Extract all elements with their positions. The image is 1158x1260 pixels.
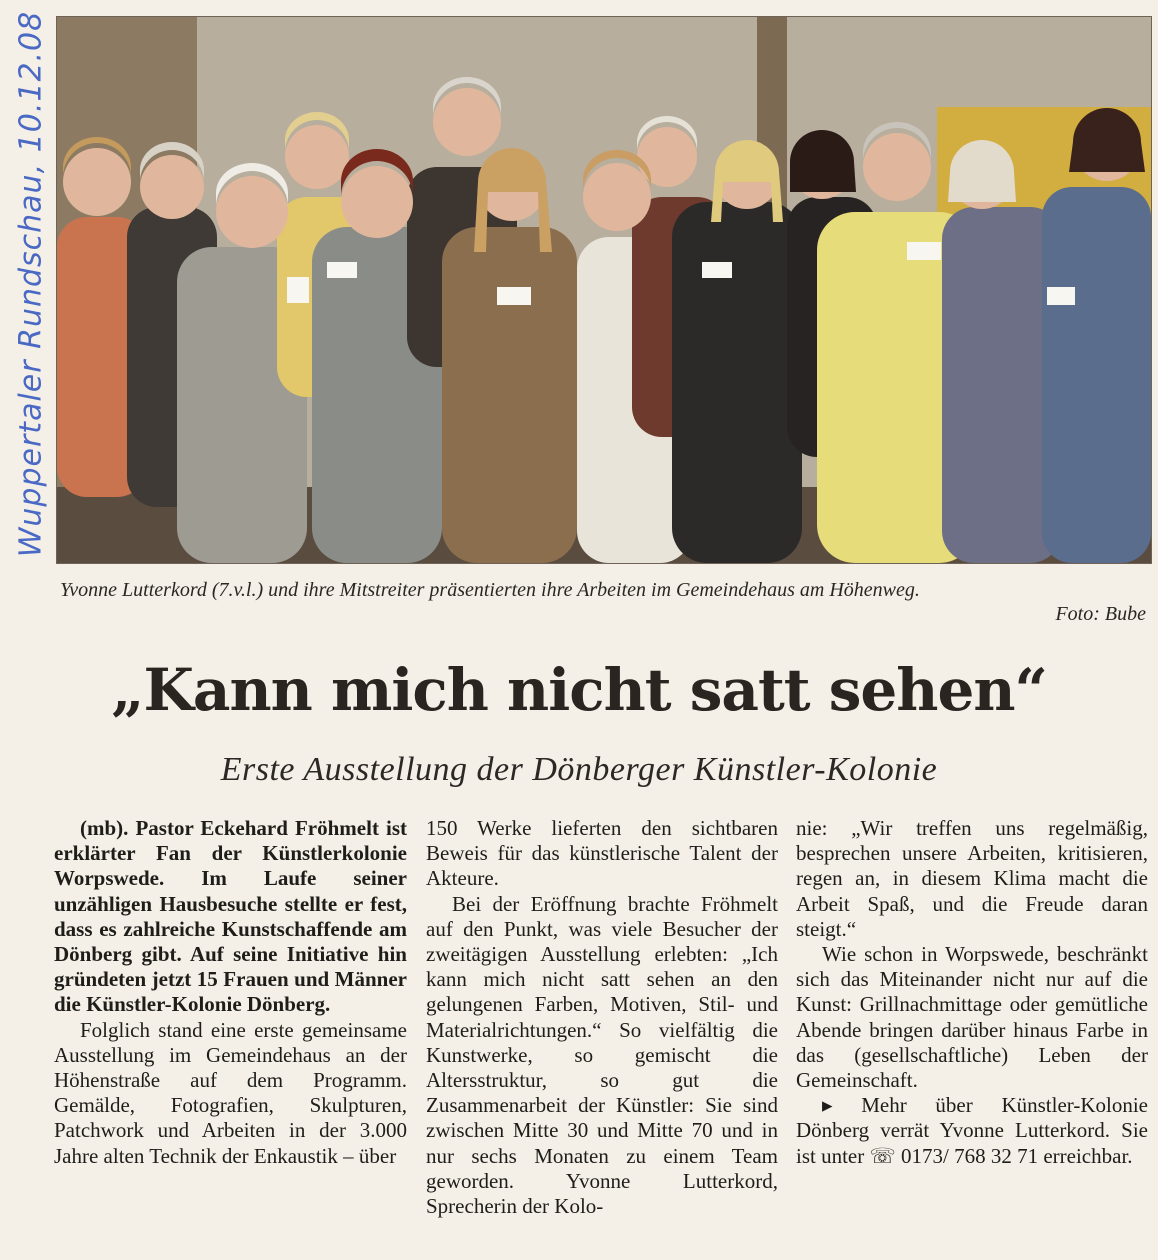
article-paragraph: nie: „Wir treffen uns regelmäßig, besprechen unsere Arbeiten, kritisieren, regen an, in diesem Klima macht die Arbeit Spaß, und die Freude daran steigt.“ <box>796 816 1148 941</box>
photo-caption <box>60 578 1146 625</box>
article-paragraph: 150 Werke lieferten den sichtbaren Beweis für das künstlerische Talent der Akteure. <box>426 816 778 891</box>
article-lead-paragraph: (mb). Pastor Eckehard Fröhmelt ist erklärter Fan der Künstlerkolonie Worpswede. Im Laufe seiner unzähligen Hausbesuche stellte er fest, dass es zahlreiche Kunstschaffende am Dönberg gibt. Auf seine Initiative hin gründeten jetzt 15 Frauen und Männer die Künstler-Kolonie Dönberg. <box>54 816 407 1017</box>
article-column-1 <box>54 816 407 1246</box>
article-contact-paragraph: ▸ Mehr über Künstler-Kolonie Dönberg verrät Yvonne Lutterkord. Sie ist unter ☏ 0173/ 768 32 71 erreichbar. <box>796 1093 1148 1168</box>
article-column-3 <box>796 816 1148 1246</box>
group-photo <box>56 16 1152 564</box>
handwritten-margin-note <box>6 10 56 558</box>
article-column-2 <box>426 816 778 1246</box>
group-photo-illustration <box>57 17 1151 563</box>
handwritten-source-date: Wuppertaler Rundschau, 10.12.08 <box>13 10 49 558</box>
article-paragraph: Bei der Eröffnung brachte Fröhmelt auf den Punkt, was viele Besucher der zweitägigen Ausstellung erlebten: „Ich kann mich nicht satt sehen an den gelungenen Farben, Motiven, Stil- und Materialrichtungen.“ So vielfältig die Kunstwerke, so gemischt die Altersstruktur, so gut die Zusammenarbeit der Künstler: Sie sind zwischen Mitte 30 und Mitte 70 und in nur sechs Monaten zu einem Team geworden. Yvonne Lutterkord, Sprecherin der Kolo- <box>426 891 778 1219</box>
article-paragraph: Folglich stand eine erste gemeinsame Ausstellung im Gemeindehaus an der Höhenstraße auf dem Programm. Gemälde, Fotografien, Skulpturen, Patchwork und Arbeiten in der 3.000 Jahre alten Technik der Enkaustik – über <box>54 1017 407 1168</box>
article-headline: „Kann mich nicht satt sehen“ <box>111 656 1047 724</box>
photo-credit: Foto: Bube <box>1055 603 1146 625</box>
article-paragraph: Wie schon in Worpswede, beschränkt sich das Miteinander nicht nur auf die Kunst: Grillnachmittage oder gemütliche Abende bringen darüber hinaus Farbe in das (gesellschaftliche) Leben der Gemeinschaft. <box>796 942 1148 1093</box>
article-subheadline: Erste Ausstellung der Dönberger Künstler-Kolonie <box>220 751 938 788</box>
photo-caption-text: Yvonne Lutterkord (7.v.l.) und ihre Mitstreiter präsentierten ihre Arbeiten im Gemeindehaus am Höhenweg. <box>60 579 920 601</box>
